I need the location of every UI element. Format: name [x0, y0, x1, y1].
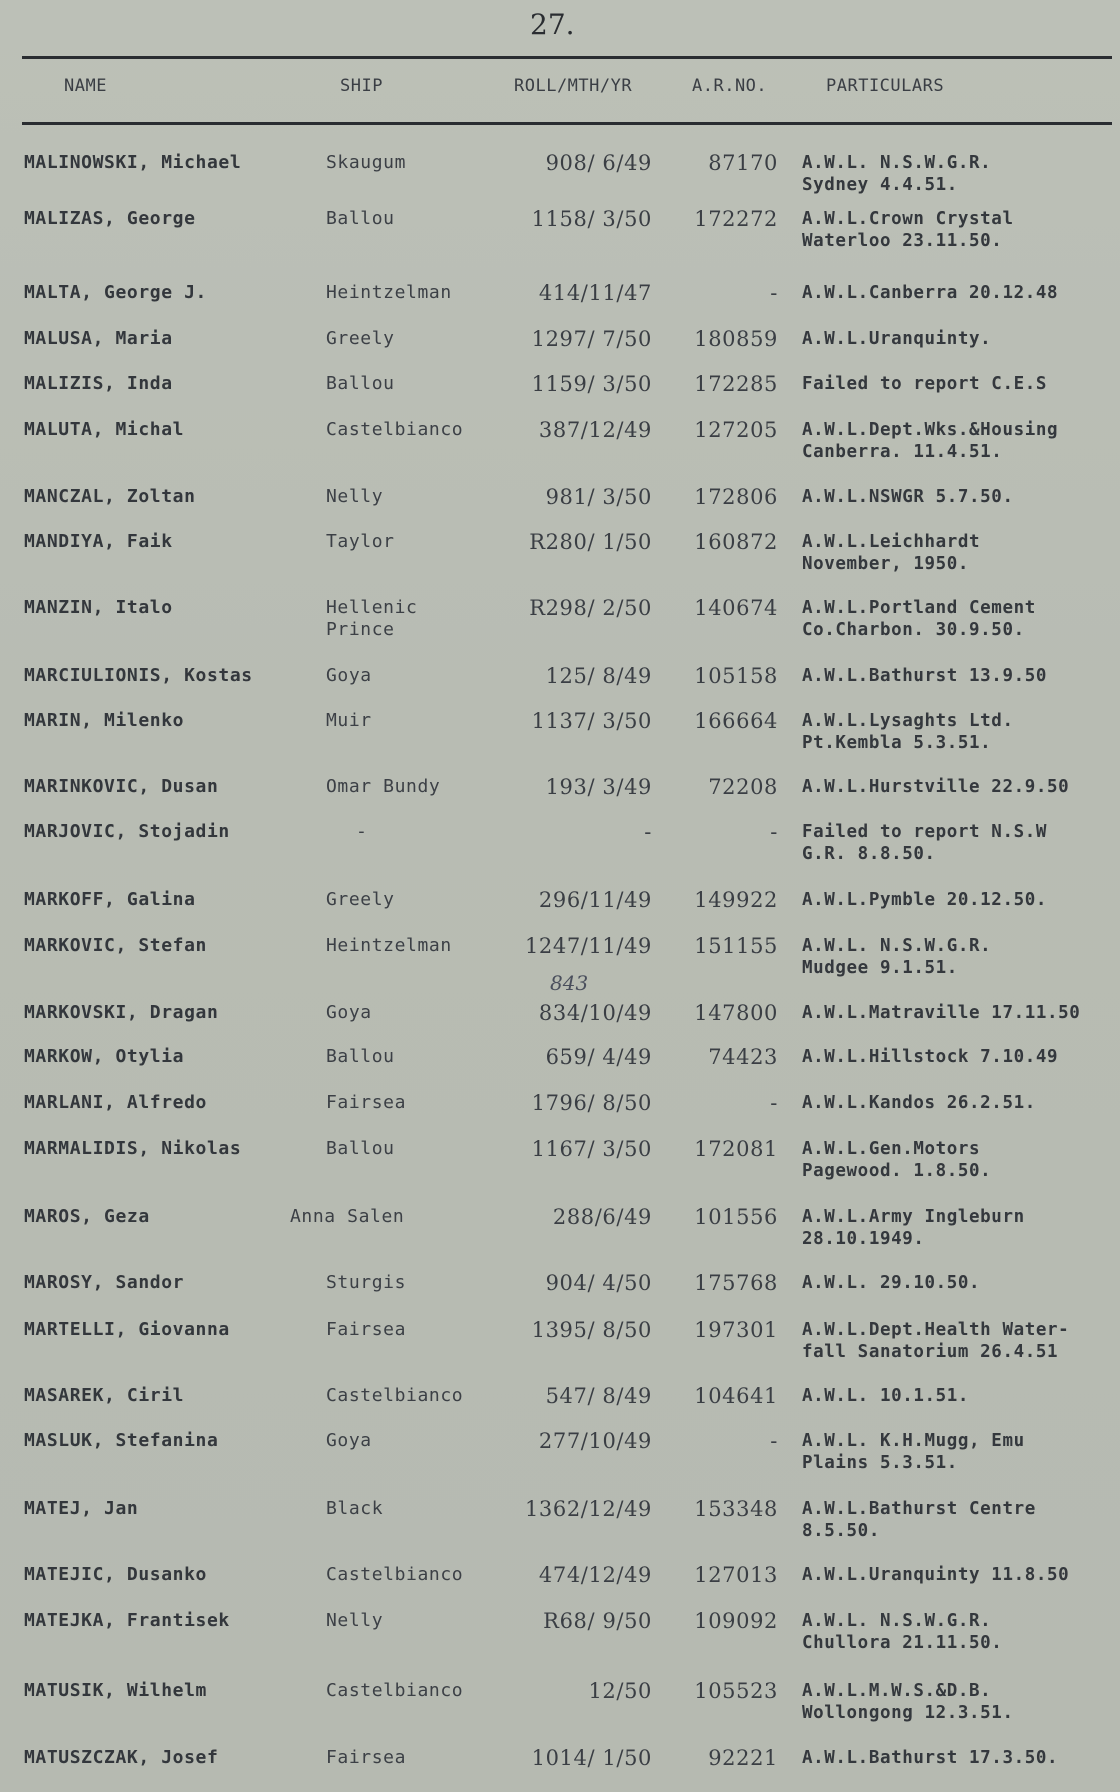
header-ar-no: A.R.NO.	[692, 76, 768, 96]
row-ship: Goya	[326, 1430, 372, 1451]
row-roll: 834/10/49	[538, 1001, 652, 1025]
row-roll: 277/10/49	[538, 1429, 652, 1453]
row-roll: 1395/ 8/50	[531, 1318, 652, 1342]
row-name: MALUTA, Michal	[24, 419, 185, 440]
particulars-line: Pagewood. 1.8.50.	[802, 1161, 992, 1181]
row-ship: Ballou	[326, 208, 395, 229]
row-ship: Castelbianco	[326, 1680, 464, 1701]
row-roll: 1158/ 3/50	[531, 207, 652, 231]
row-ar-no: -	[770, 820, 778, 844]
row-particulars	[802, 208, 1014, 252]
row-ar-no: 101556	[694, 1205, 778, 1229]
particulars-line: A.W.L. N.S.W.G.R.	[802, 1611, 992, 1631]
row-roll: 1247/11/49	[524, 934, 652, 958]
row-particulars	[802, 710, 1014, 754]
row-ship: Castelbianco	[326, 1564, 464, 1585]
row-roll: 414/11/47	[538, 281, 652, 305]
particulars-line: A.W.L. K.H.Mugg, Emu	[802, 1431, 1025, 1451]
row-name: MATEJIC, Dusanko	[24, 1564, 207, 1585]
particulars-line: A.W.L.Uranquinty 11.8.50	[802, 1565, 1070, 1585]
row-ar-no: 149922	[694, 888, 778, 912]
row-roll: 296/11/49	[538, 888, 652, 912]
particulars-line: A.W.L.Uranquinty.	[802, 329, 992, 349]
row-ar-no: 172272	[694, 207, 778, 231]
particulars-line: Mudgee 9.1.51.	[802, 958, 958, 978]
row-ship: Fairsea	[326, 1747, 407, 1768]
row-ar-no: 147800	[694, 1001, 778, 1025]
row-ar-no: 153348	[694, 1497, 778, 1521]
row-ar-no: 160872	[694, 530, 778, 554]
particulars-line: A.W.L.NSWGR 5.7.50.	[802, 487, 1014, 507]
row-particulars	[802, 531, 980, 575]
row-ship: Heintzelman	[326, 935, 452, 956]
page-number: 27.	[530, 8, 575, 41]
row-particulars	[802, 1430, 1025, 1474]
particulars-line: A.W.L.Dept.Wks.&Housing	[802, 420, 1059, 440]
particulars-line: A.W.L.Hurstville 22.9.50	[802, 777, 1070, 797]
row-name: MANDIYA, Faik	[24, 531, 173, 552]
row-name: MARKOVIC, Stefan	[24, 935, 207, 956]
row-name: MAROSY, Sandor	[24, 1272, 185, 1293]
row-name: MANZIN, Italo	[24, 597, 173, 618]
row-ship: Goya	[326, 1002, 372, 1023]
row-ar-no: -	[770, 1429, 778, 1453]
particulars-line: A.W.L. 29.10.50.	[802, 1273, 981, 1293]
row-name: MATUSIK, Wilhelm	[24, 1680, 207, 1701]
row-ship: Omar Bundy	[326, 776, 441, 797]
row-ar-no: 105158	[694, 664, 778, 688]
particulars-line: fall Sanatorium 26.4.51	[802, 1342, 1059, 1362]
row-roll: -	[644, 820, 652, 844]
row-particulars	[802, 1002, 1080, 1024]
particulars-line: A.W.L.M.W.S.&D.B.	[802, 1681, 992, 1701]
row-name: MARIN, Milenko	[24, 710, 185, 731]
row-particulars	[802, 152, 991, 196]
particulars-line: A.W.L.Matraville 17.11.50	[802, 1003, 1081, 1023]
row-ship: Castelbianco	[326, 1385, 464, 1406]
row-particulars	[802, 665, 1047, 687]
row-ar-no: 140674	[694, 596, 778, 620]
row-ar-no: 127205	[694, 418, 778, 442]
row-name: MATEJKA, Frantisek	[24, 1610, 230, 1631]
row-name: MALIZAS, George	[24, 208, 196, 229]
row-roll: 1796/ 8/50	[531, 1091, 652, 1115]
row-ar-no: 105523	[694, 1679, 778, 1703]
row-ship: Nelly	[326, 486, 384, 507]
row-particulars	[802, 282, 1058, 304]
row-particulars	[802, 1319, 1069, 1363]
row-name: MARKOFF, Galina	[24, 889, 196, 910]
row-roll: R280/ 1/50	[529, 530, 652, 554]
row-ar-no: 74423	[708, 1045, 778, 1069]
row-ar-no: -	[770, 281, 778, 305]
row-ship: Muir	[326, 710, 372, 731]
row-roll: 1014/ 1/50	[531, 1746, 652, 1770]
row-ar-no: 151155	[694, 934, 778, 958]
row-ar-no: 172285	[694, 372, 778, 396]
handwritten-annotation: 843	[550, 971, 589, 995]
row-ship: -	[356, 821, 368, 842]
row-name: MALUSA, Maria	[24, 328, 173, 349]
row-name: MATEJ, Jan	[24, 1498, 139, 1519]
top-rule	[22, 56, 1112, 59]
particulars-line: A.W.L.Army Ingleburn	[802, 1207, 1025, 1227]
row-roll: 908/ 6/49	[545, 151, 652, 175]
particulars-line: A.W.L.Lysaghts Ltd.	[802, 711, 1014, 731]
particulars-line: A.W.L. N.S.W.G.R.	[802, 936, 992, 956]
row-name: MARMALIDIS, Nikolas	[24, 1138, 242, 1159]
row-ship: Ballou	[326, 1138, 395, 1159]
row-particulars	[802, 486, 1014, 508]
particulars-line: A.W.L. 10.1.51.	[802, 1386, 970, 1406]
particulars-line: A.W.L.Leichhardt	[802, 532, 981, 552]
row-name: MARLANI, Alfredo	[24, 1092, 207, 1113]
row-ar-no: 172081	[694, 1137, 778, 1161]
row-roll: 193/ 3/49	[545, 775, 652, 799]
row-ship: Heintzelman	[326, 282, 452, 303]
header-roll: ROLL/MTH/YR	[514, 76, 633, 96]
particulars-line: A.W.L.Portland Cement	[802, 598, 1036, 618]
row-roll: 1297/ 7/50	[531, 327, 652, 351]
row-roll: R68/ 9/50	[543, 1609, 652, 1633]
header-name: NAME	[64, 76, 107, 96]
particulars-line: A.W.L.Canberra 20.12.48	[802, 283, 1059, 303]
particulars-line: November, 1950.	[802, 554, 970, 574]
particulars-line: 8.5.50.	[802, 1521, 880, 1541]
row-name: MAROS, Geza	[24, 1206, 150, 1227]
row-particulars	[802, 776, 1069, 798]
header-rule	[22, 122, 1112, 125]
particulars-line: Failed to report N.S.W	[802, 822, 1047, 842]
row-roll: 12/50	[588, 1679, 652, 1703]
particulars-line: Plains 5.3.51.	[802, 1453, 958, 1473]
header-particulars: PARTICULARS	[826, 76, 945, 96]
row-ar-no: 197301	[694, 1318, 778, 1342]
row-ship: Ballou	[326, 1046, 395, 1067]
row-roll: 904/ 4/50	[545, 1271, 652, 1295]
particulars-line: Wollongong 12.3.51.	[802, 1703, 1014, 1723]
row-ar-no: 175768	[694, 1271, 778, 1295]
row-roll: 659/ 4/49	[545, 1045, 652, 1069]
row-ship: Greely	[326, 328, 395, 349]
row-name: MARTELLI, Giovanna	[24, 1319, 230, 1340]
row-particulars	[802, 1206, 1025, 1250]
row-name: MALIZIS, Inda	[24, 373, 173, 394]
row-ship: Hellenic Prince	[326, 597, 418, 640]
row-ship: Castelbianco	[326, 419, 464, 440]
particulars-line: A.W.L.Hillstock 7.10.49	[802, 1047, 1059, 1067]
row-name: MALTA, George J.	[24, 282, 207, 303]
row-particulars	[802, 1564, 1069, 1586]
row-particulars	[802, 1747, 1058, 1769]
particulars-line: A.W.L.Bathurst Centre	[802, 1499, 1036, 1519]
row-particulars	[802, 889, 1047, 911]
row-particulars	[802, 328, 991, 350]
particulars-line: A.W.L.Crown Crystal	[802, 209, 1014, 229]
row-roll: 1167/ 3/50	[531, 1137, 652, 1161]
row-roll: 387/12/49	[538, 418, 652, 442]
particulars-line: G.R. 8.8.50.	[802, 844, 936, 864]
row-ship: Nelly	[326, 1610, 384, 1631]
particulars-line: Failed to report C.E.S	[802, 374, 1047, 394]
row-ship: Fairsea	[326, 1092, 407, 1113]
row-roll: 547/ 8/49	[545, 1384, 652, 1408]
row-ship: Black	[326, 1498, 384, 1519]
row-particulars	[802, 1092, 1036, 1114]
row-ship: Ballou	[326, 373, 395, 394]
particulars-line: Waterloo 23.11.50.	[802, 231, 1003, 251]
row-particulars	[802, 1046, 1058, 1068]
row-ar-no: 172806	[694, 485, 778, 509]
particulars-line: A.W.L.Kandos 26.2.51.	[802, 1093, 1036, 1113]
row-ship: Goya	[326, 665, 372, 686]
row-particulars	[802, 1610, 1002, 1654]
particulars-line: A.W.L.Gen.Motors	[802, 1139, 981, 1159]
particulars-line: A.W.L.Bathurst 17.3.50.	[802, 1748, 1059, 1768]
row-ship: Sturgis	[326, 1272, 407, 1293]
particulars-line: A.W.L. N.S.W.G.R.	[802, 153, 992, 173]
row-particulars	[802, 1138, 991, 1182]
row-ar-no: 127013	[694, 1563, 778, 1587]
row-ar-no: 87170	[708, 151, 778, 175]
row-roll: 474/12/49	[538, 1563, 652, 1587]
row-roll: 1159/ 3/50	[531, 372, 652, 396]
row-ship: Taylor	[326, 531, 395, 552]
row-name: MALINOWSKI, Michael	[24, 152, 242, 173]
row-ship: Fairsea	[326, 1319, 407, 1340]
row-particulars	[802, 821, 1047, 865]
row-particulars	[802, 1272, 980, 1294]
row-ar-no: -	[770, 1091, 778, 1115]
row-ar-no: 109092	[694, 1609, 778, 1633]
row-particulars	[802, 1385, 969, 1407]
row-ar-no: 166664	[694, 709, 778, 733]
row-ar-no: 104641	[694, 1384, 778, 1408]
particulars-line: Canberra. 11.4.51.	[802, 442, 1003, 462]
row-roll: 288/6/49	[552, 1205, 652, 1229]
row-roll: 981/ 3/50	[545, 485, 652, 509]
row-ship: Greely	[326, 889, 395, 910]
row-particulars	[802, 419, 1058, 463]
row-roll: 1362/12/49	[524, 1497, 652, 1521]
row-particulars	[802, 373, 1047, 395]
row-roll: 1137/ 3/50	[531, 709, 652, 733]
row-particulars	[802, 1498, 1036, 1542]
row-name: MANCZAL, Zoltan	[24, 486, 196, 507]
particulars-line: Chullora 21.11.50.	[802, 1633, 1003, 1653]
particulars-line: Sydney 4.4.51.	[802, 175, 958, 195]
row-ar-no: 72208	[708, 775, 778, 799]
particulars-line: 28.10.1949.	[802, 1229, 925, 1249]
row-ar-no: 180859	[694, 327, 778, 351]
row-roll: R298/ 2/50	[529, 596, 652, 620]
row-name: MATUSZCZAK, Josef	[24, 1747, 219, 1768]
row-particulars	[802, 597, 1036, 641]
row-particulars	[802, 1680, 1014, 1724]
row-roll: 125/ 8/49	[545, 664, 652, 688]
row-ar-no: 92221	[708, 1746, 778, 1770]
row-name: MARINKOVIC, Dusan	[24, 776, 219, 797]
particulars-line: Pt.Kembla 5.3.51.	[802, 733, 992, 753]
header-ship: SHIP	[340, 76, 383, 96]
row-particulars	[802, 935, 991, 979]
row-name: MARKOVSKI, Dragan	[24, 1002, 219, 1023]
particulars-line: A.W.L.Dept.Health Water-	[802, 1320, 1070, 1340]
row-name: MARKOW, Otylia	[24, 1046, 185, 1067]
row-ship: Skaugum	[326, 152, 407, 173]
particulars-line: Co.Charbon. 30.9.50.	[802, 620, 1025, 640]
row-name: MARJOVIC, Stojadin	[24, 821, 230, 842]
particulars-line: A.W.L.Bathurst 13.9.50	[802, 666, 1047, 686]
row-name: MASAREK, Ciril	[24, 1385, 185, 1406]
row-name: MARCIULIONIS, Kostas	[24, 665, 253, 686]
row-name: MASLUK, Stefanina	[24, 1430, 219, 1451]
particulars-line: A.W.L.Pymble 20.12.50.	[802, 890, 1047, 910]
row-ship: Anna Salen	[290, 1206, 405, 1227]
